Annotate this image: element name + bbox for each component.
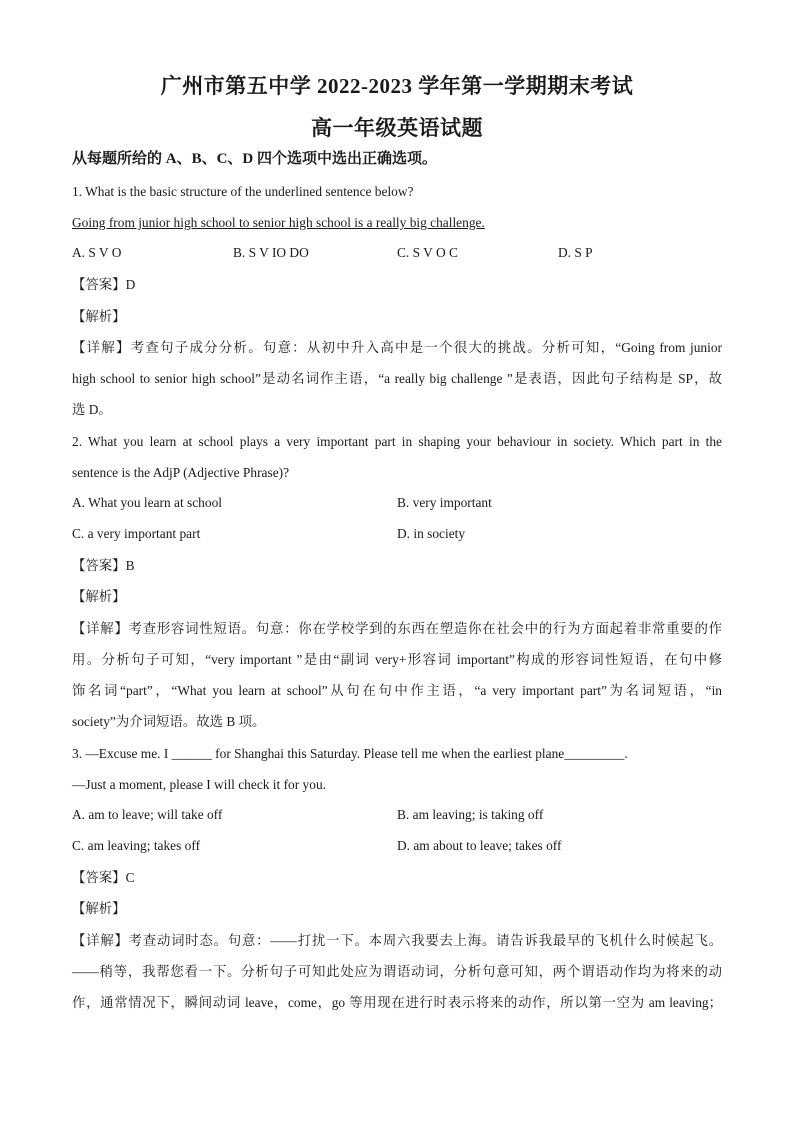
question-2-detail-line-1 bbox=[72, 620, 722, 638]
question-1-detail-line-3: 选 D。 bbox=[72, 402, 112, 417]
detail-label: 【详解】 bbox=[72, 933, 129, 948]
detail-text: 考查动词时态。句意：——打扰一下。本周六我要去上海。请告诉我最早的飞机什么时候起飞。 bbox=[128, 933, 722, 948]
answer-value: D bbox=[125, 277, 136, 292]
question-3-option-d: D. am about to leave; takes off bbox=[397, 838, 562, 853]
question-2-stem-line-2: sentence is the AdjP (Adjective Phrase)? bbox=[72, 465, 290, 480]
question-2-detail-line-4: society”为介词短语。故选 B 项。 bbox=[72, 714, 266, 729]
question-2-stem-line-1: 2. What you learn at school plays a very important part in shaping your behaviour in society. Which part in the bbox=[72, 434, 722, 449]
question-2-option-d: D. in society bbox=[397, 526, 466, 541]
question-1-underlined-sentence: Going from junior high school to senior high school is a really big challenge. bbox=[72, 215, 485, 230]
question-2-detail-line-2: 用。分析句子可知，“very important ”是由“副词 very+形容词 important”构成的形容词性短语，在句中修 bbox=[72, 652, 722, 667]
question-3-answer bbox=[72, 869, 135, 887]
question-2-option-a: A. What you learn at school bbox=[72, 495, 222, 510]
exam-title: 广州市第五中学 2022-2023 学年第一学期期末考试 bbox=[160, 74, 634, 98]
question-1-option-a: A. S V O bbox=[72, 245, 122, 260]
question-3-analysis-label: 【解析】 bbox=[72, 901, 126, 916]
question-1-option-d: D. S P bbox=[558, 245, 593, 260]
question-3-detail-line-3: 作，通常情况下，瞬间动词 leave，come，go 等用现在进行时表示将来的动作，所以第一空为 am leaving； bbox=[72, 995, 722, 1010]
question-1-detail-line-1 bbox=[72, 339, 722, 357]
question-2-detail-line-3: 饰名词“part”，“What you learn at school”从句在句中作主语，“a very important part”为名词短语，“in bbox=[72, 683, 722, 698]
question-1-answer bbox=[72, 276, 135, 294]
question-3-option-a: A. am to leave; will take off bbox=[72, 807, 223, 822]
exam-subtitle: 高一年级英语试题 bbox=[311, 116, 483, 140]
question-3-option-b: B. am leaving; is taking off bbox=[397, 807, 544, 822]
question-1-option-c: C. S V O C bbox=[397, 245, 458, 260]
detail-label: 【详解】 bbox=[72, 621, 129, 636]
question-3-detail-line-2: ——稍等，我帮您看一下。分析句子可知此处应为谓语动词，分析句意可知，两个谓语动作均为将来的动 bbox=[72, 964, 722, 979]
question-2-option-b: B. very important bbox=[397, 495, 492, 510]
detail-text: 考查形容词性短语。句意：你在学校学到的东西在塑造你在社会中的行为方面起着非常重要的作 bbox=[128, 621, 723, 636]
question-1-option-b: B. S V IO DO bbox=[233, 245, 309, 260]
question-3-stem-line-1: 3. —Excuse me. I ______ for Shanghai this Saturday. Please tell me when the earliest plane_________. bbox=[72, 746, 628, 761]
answer-value: B bbox=[125, 558, 135, 573]
question-1-analysis-label: 【解析】 bbox=[72, 309, 126, 324]
question-3-option-c: C. am leaving; takes off bbox=[72, 838, 201, 853]
answer-label: 【答案】 bbox=[72, 277, 126, 292]
question-1-detail-line-2: high school to senior high school”是动名词作主语，“a really big challenge ”是表语，因此句子结构是 SP，故 bbox=[72, 371, 722, 386]
answer-label: 【答案】 bbox=[72, 870, 126, 885]
answer-value: C bbox=[125, 870, 135, 885]
answer-label: 【答案】 bbox=[72, 558, 126, 573]
detail-text: 考查句子成分分析。句意：从初中升入高中是一个很大的挑战。分析可知，“Going from junior bbox=[130, 340, 722, 355]
question-2-analysis-label: 【解析】 bbox=[72, 589, 126, 604]
question-2-answer bbox=[72, 557, 135, 575]
question-1-stem: 1. What is the basic structure of the underlined sentence below? bbox=[72, 184, 414, 199]
question-2-option-c: C. a very important part bbox=[72, 526, 201, 541]
section-heading: 从每题所给的 A、B、C、D 四个选项中选出正确选项。 bbox=[72, 151, 438, 167]
question-3-stem-line-2: —Just a moment, please I will check it for you. bbox=[72, 777, 326, 792]
question-3-detail-line-1 bbox=[72, 932, 722, 950]
detail-label: 【详解】 bbox=[72, 340, 131, 355]
